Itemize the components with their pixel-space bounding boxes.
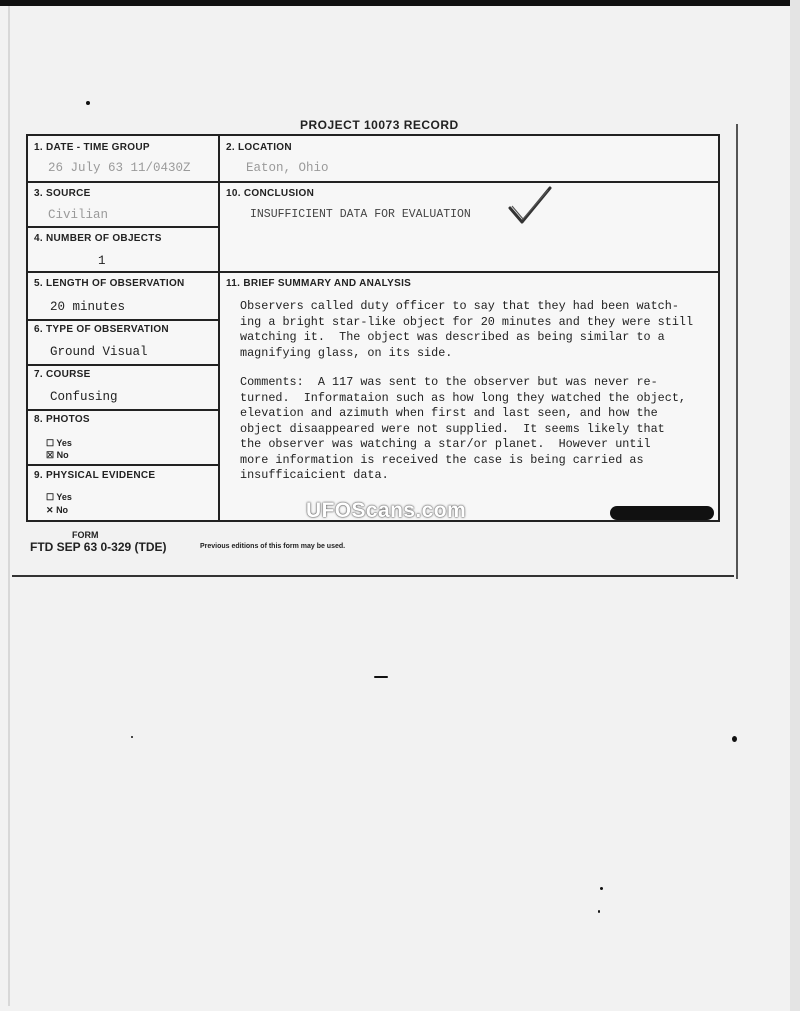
location-label: 2. LOCATION	[226, 142, 292, 153]
row-divider-2	[28, 226, 218, 228]
evidence-no-option	[46, 505, 68, 516]
scan-top-band	[0, 0, 800, 6]
source-value: Civilian	[48, 208, 109, 222]
right-rule	[736, 124, 738, 579]
checkmark-icon	[508, 186, 552, 228]
date-time-value: 26 July 63 11/0430Z	[48, 161, 191, 175]
row-divider-4	[28, 319, 218, 321]
physical-evidence-label: 9. PHYSICAL EVIDENCE	[34, 470, 156, 481]
photos-yes-checkbox: ☐	[46, 438, 55, 448]
photos-no-text: No	[56, 450, 69, 460]
scan-speck	[732, 736, 737, 742]
photos-no-checkbox: ☒	[46, 450, 55, 460]
type-label: 6. TYPE OF OBSERVATION	[34, 324, 169, 335]
scan-speck	[598, 910, 600, 913]
form-id: FTD SEP 63 0-329 (TDE)	[30, 540, 167, 554]
scan-speck	[600, 887, 603, 890]
scan-right-edge	[790, 0, 800, 1011]
footer-rule	[12, 575, 734, 577]
number-of-objects-label: 4. NUMBER OF OBJECTS	[34, 233, 162, 244]
source-label: 3. SOURCE	[34, 188, 91, 199]
row-divider-5	[28, 364, 218, 366]
conclusion-label: 10. CONCLUSION	[226, 188, 315, 199]
photos-yes-text: Yes	[56, 438, 72, 448]
type-value: Ground Visual	[50, 345, 148, 359]
scan-speck	[374, 676, 388, 678]
row-divider-1	[28, 181, 718, 183]
photos-yes-option	[46, 438, 72, 449]
row-divider-6	[28, 409, 218, 411]
course-value: Confusing	[50, 390, 118, 404]
scan-speck	[131, 736, 133, 738]
record-form	[26, 134, 720, 522]
summary-label: 11. BRIEF SUMMARY AND ANALYSIS	[226, 278, 412, 289]
date-time-label: 1. DATE - TIME GROUP	[34, 142, 150, 153]
length-value: 20 minutes	[50, 300, 126, 314]
number-of-objects-value: 1	[98, 254, 106, 268]
evidence-yes-text: Yes	[56, 492, 72, 502]
watermark: UFOScans.com	[306, 499, 467, 522]
course-label: 7. COURSE	[34, 369, 91, 380]
column-divider	[218, 136, 220, 522]
row-divider-3	[28, 271, 718, 273]
summary-paragraph-1: Observers called duty officer to say that they had been watch- ing a bright star-like object for 20 minutes and they were still watching it. The object was described as being similar to a magnifying glass, on its side.	[240, 299, 694, 360]
photos-label: 8. PHOTOS	[34, 414, 90, 425]
photos-no-option	[46, 450, 69, 461]
form-word: FORM	[72, 530, 99, 540]
evidence-yes-checkbox: ☐	[46, 492, 55, 502]
evidence-no-checkbox: ✕	[46, 505, 54, 515]
row-divider-7	[28, 464, 218, 466]
scan-left-edge	[8, 6, 10, 1006]
redaction-mark	[610, 506, 714, 520]
length-label: 5. LENGTH OF OBSERVATION	[34, 278, 185, 289]
summary-body	[240, 299, 710, 498]
location-value: Eaton, Ohio	[246, 161, 329, 175]
conclusion-value: INSUFFICIENT DATA FOR EVALUATION	[250, 208, 471, 221]
form-notice: Previous editions of this form may be used.	[200, 543, 346, 550]
evidence-yes-option	[46, 492, 72, 503]
summary-paragraph-2: Comments: A 117 was sent to the observer but was never re- turned. Informataion such as how long they watched the object, elevation and azimuth when first and last seen, and how the object disaappeared were not supplied. It seems likely that the observer was watching a star/or planet. However until more information is received the case is being carried as insufficaicient data.	[240, 375, 686, 482]
document-title: PROJECT 10073 RECORD	[300, 118, 459, 132]
evidence-no-text: No	[56, 505, 69, 515]
scan-speck	[86, 101, 90, 105]
